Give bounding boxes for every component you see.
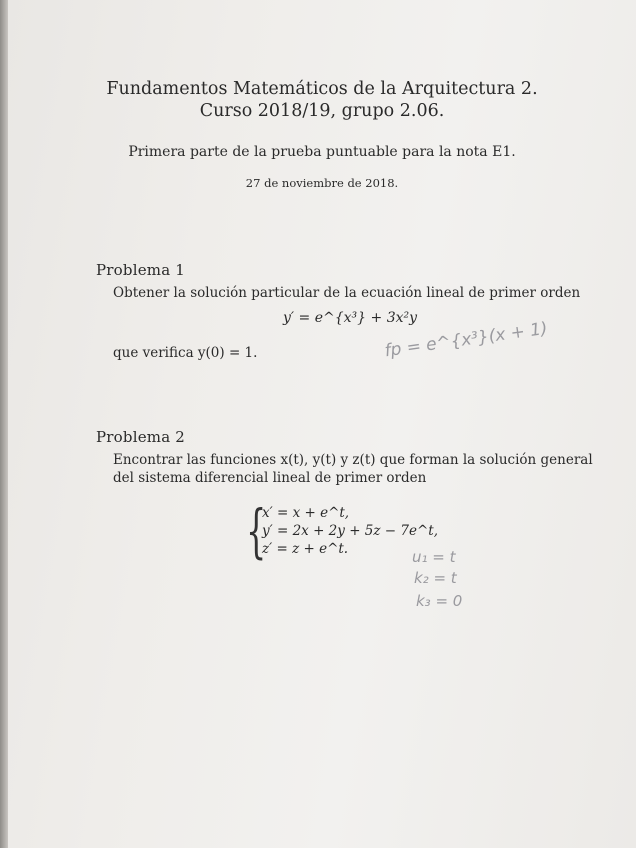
problem-1-equation: y′ = e^{x³} + 3x²y xyxy=(283,310,418,326)
handwritten-note-3: k₂ = t xyxy=(414,569,457,587)
subtitle: Primera parte de la prueba puntuable para la nota E1. xyxy=(128,144,516,160)
handwritten-note-2: u₁ = t xyxy=(412,548,456,566)
system-equation-3: z′ = z + e^t. xyxy=(262,541,349,557)
problem-2-statement-line-1: Encontrar las funciones x(t), y(t) y z(t) que forman la solución general xyxy=(113,452,593,468)
title-line-1: Fundamentos Matemáticos de la Arquitectura 2. xyxy=(106,79,538,99)
system-brace-icon: { xyxy=(246,497,267,565)
handwritten-note-4: k₃ = 0 xyxy=(416,592,463,610)
handwritten-note-1: fp = e^{x³}(x + 1) xyxy=(383,318,549,362)
problem-2-statement-line-2: del sistema diferencial lineal de primer orden xyxy=(113,470,427,486)
title-line-2: Curso 2018/19, grupo 2.06. xyxy=(199,101,445,121)
problem-1-heading: Problema 1 xyxy=(96,261,186,279)
system-equation-1: x′ = x + e^t, xyxy=(262,505,350,521)
problem-1-statement: Obtener la solución particular de la ecuación lineal de primer orden xyxy=(113,285,581,301)
exam-sheet xyxy=(8,0,636,848)
problem-1-condition: que verifica y(0) = 1. xyxy=(113,345,258,361)
paper-edge-shadow xyxy=(0,0,8,848)
exam-date: 27 de noviembre de 2018. xyxy=(245,176,399,190)
system-equation-2: y′ = 2x + 2y + 5z − 7e^t, xyxy=(262,523,438,539)
problem-2-heading: Problema 2 xyxy=(96,428,186,446)
